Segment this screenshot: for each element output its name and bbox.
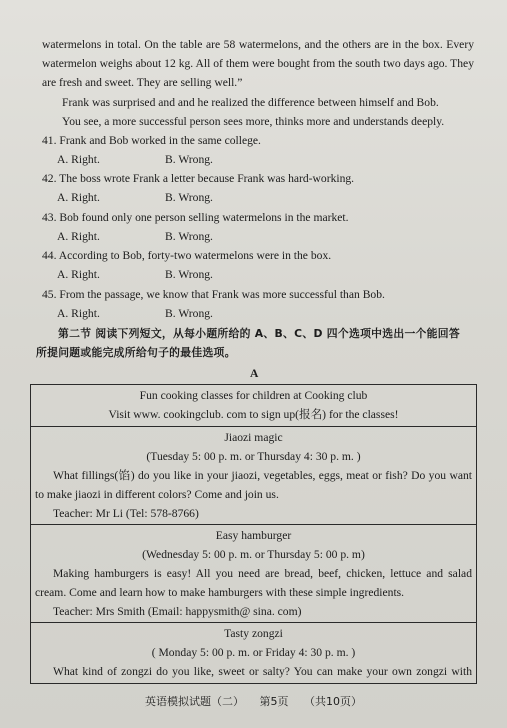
- class-description: cream. Come and learn how to make hamburgers with these simple ingredients.: [35, 586, 405, 599]
- class-description: to make jiaozi in different colors? Come and join us.: [35, 488, 279, 501]
- option-b[interactable]: B. Wrong.: [165, 268, 213, 281]
- class-teacher: Teacher: Mr Li (Tel: 578-8766): [53, 507, 199, 520]
- class-title: Jiaozi magic: [224, 431, 283, 444]
- question-45: 45. From the passage, we know that Frank was more successful than Bob.: [42, 288, 385, 301]
- table-row: [31, 427, 477, 525]
- option-b[interactable]: B. Wrong.: [165, 230, 213, 243]
- passage-paragraph: You see, a more successful person sees more, thinks more and understands deeply.: [62, 115, 445, 128]
- passage-paragraph: Frank was surprised and and he realized the difference between himself and Bob.: [62, 96, 439, 109]
- question-43: 43. Bob found only one person selling watermelons in the market.: [42, 211, 349, 224]
- option-b[interactable]: B. Wrong.: [165, 307, 213, 320]
- section-instruction: 第二节 阅读下列短文，从每小题所给的 A、B、C、D 四个选项中选出一个能回答: [58, 327, 460, 340]
- option-a[interactable]: A. Right.: [57, 191, 100, 204]
- question-42: 42. The boss wrote Frank a letter because Frank was hard-working.: [42, 172, 355, 185]
- ad-header: Fun cooking classes for children at Cooking club: [139, 389, 368, 402]
- table-cell: [31, 385, 477, 427]
- option-a[interactable]: A. Right.: [57, 307, 100, 320]
- option-a[interactable]: A. Right.: [57, 153, 100, 166]
- class-title: Tasty zongzi: [224, 627, 283, 640]
- table-row: [31, 623, 477, 684]
- option-a[interactable]: A. Right.: [57, 230, 100, 243]
- table-row: [31, 385, 477, 427]
- class-teacher: Teacher: Mrs Smith (Email: happysmith@ sina. com): [53, 605, 302, 618]
- passage-line: watermelon weighs about 12 kg. All of them were bought from the south two days ago. They: [42, 57, 474, 70]
- class-description: What kind of zongzi do you like, sweet or salty? You can make your own zongzi with: [53, 665, 472, 678]
- passage-line: watermelons in total. On the table are 58 watermelons, and the others are in the box. Every: [42, 38, 474, 51]
- table-cell: [31, 623, 477, 684]
- option-b[interactable]: B. Wrong.: [165, 153, 213, 166]
- table-cell: [31, 525, 477, 623]
- class-description: What fillings(馅) do you like in your jiaozi, vegetables, eggs, meat or fish? Do you want: [53, 469, 472, 482]
- ad-header: Visit www. cookingclub. com to sign up(报名) for the classes!: [108, 408, 399, 421]
- option-a[interactable]: A. Right.: [57, 268, 100, 281]
- class-time: ( Monday 5: 00 p. m. or Friday 4: 30 p. m. ): [151, 646, 356, 659]
- cooking-classes-table: [30, 384, 477, 684]
- class-title: Easy hamburger: [215, 529, 292, 542]
- class-time: (Wednesday 5: 00 p. m. or Thursday 5: 00 p. m): [142, 548, 365, 561]
- class-time: (Tuesday 5: 00 p. m. or Thursday 4: 30 p. m. ): [146, 450, 361, 463]
- passage-label: A: [250, 367, 259, 380]
- option-b[interactable]: B. Wrong.: [165, 191, 213, 204]
- question-41: 41. Frank and Bob worked in the same college.: [42, 134, 261, 147]
- exam-title: 英语模拟试题（二）: [145, 695, 244, 708]
- page-number: 第5页: [259, 695, 289, 708]
- page-total: （共10页）: [304, 695, 362, 708]
- table-cell: [31, 427, 477, 525]
- page-footer: [0, 693, 507, 709]
- class-description: Making hamburgers is easy! All you need are bread, beef, chicken, lettuce and salad: [53, 567, 472, 580]
- question-44: 44. According to Bob, forty-two watermelons were in the box.: [42, 249, 332, 262]
- passage-line: are fresh and sweet. They are selling well.”: [42, 76, 243, 89]
- section-instruction: 所提问题或能完成所给句子的最佳选项。: [36, 346, 236, 359]
- table-row: [31, 525, 477, 623]
